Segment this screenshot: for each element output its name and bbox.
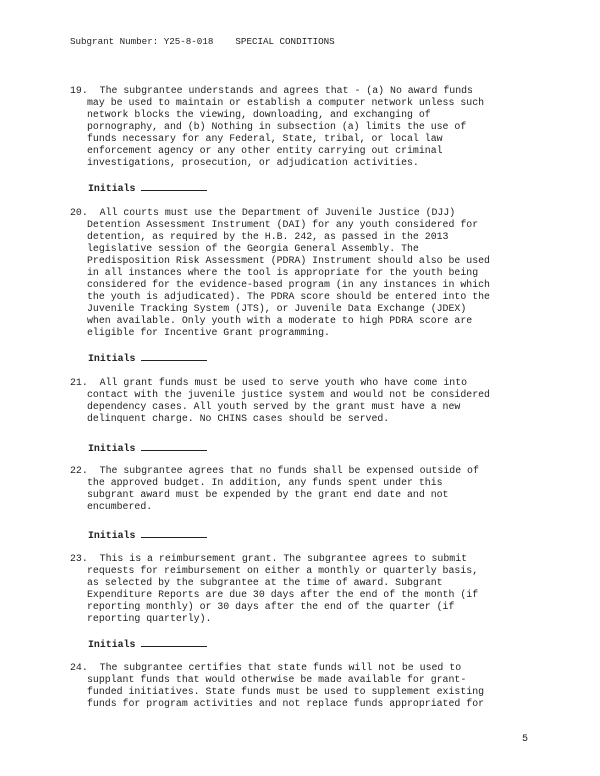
page-header	[70, 36, 335, 47]
condition-line: the youth is adjudicated). The PDRA score should be entered into the	[87, 291, 490, 302]
initials-label: Initials	[88, 353, 136, 364]
initials-field	[88, 351, 207, 364]
initials-label: Initials	[88, 443, 136, 454]
initials-signature-line[interactable]	[141, 351, 207, 361]
condition-line: dependency cases. All youth served by the grant must have a new	[87, 401, 461, 412]
condition-line: legislative session of the Georgia General Assembly. The	[87, 243, 419, 254]
initials-field	[88, 181, 207, 194]
initials-signature-line[interactable]	[141, 637, 207, 647]
condition-text: This is a reimbursement grant. The subgrantee agrees to submit	[99, 553, 468, 564]
condition-text: All courts must use the Department of Juvenile Justice (DJJ)	[99, 207, 456, 218]
condition-text: The subgrantee certifies that state funds will not be used to	[99, 662, 462, 673]
condition-line: considered for the evidence-based program (in any instances in which	[87, 279, 490, 290]
condition-line: detention, as required by the H.B. 242, as passed in the 2013	[87, 231, 449, 242]
condition-21	[70, 377, 540, 425]
condition-line: enforcement agency or any other entity carrying out criminal	[87, 145, 443, 156]
condition-number: 22.	[70, 465, 100, 476]
condition-line: supplant funds that would otherwise be made available for grant-	[87, 674, 467, 685]
condition-20	[70, 207, 540, 339]
condition-number: 21.	[70, 377, 100, 388]
condition-line: contact with the juvenile justice system and would not be considered	[87, 389, 490, 400]
condition-number: 20.	[70, 207, 100, 218]
condition-line: Predisposition Risk Assessment (PDRA) Instrument should also be used	[87, 255, 490, 266]
condition-line: funds necessary for any Federal, State, tribal, or local law	[87, 133, 443, 144]
condition-number: 24.	[70, 662, 100, 673]
condition-first-line	[70, 207, 540, 219]
condition-first-line	[70, 553, 540, 565]
condition-24	[70, 662, 540, 710]
condition-first-line	[70, 85, 540, 97]
condition-line: subgrant award must be expended by the grant end date and not	[87, 489, 449, 500]
initials-field	[88, 441, 207, 454]
initials-label: Initials	[88, 639, 136, 650]
condition-line: when available. Only youth with a moderate to high PDRA score are	[87, 315, 473, 326]
condition-line: reporting quarterly).	[87, 613, 212, 624]
condition-number: 23.	[70, 553, 100, 564]
initials-signature-line[interactable]	[141, 181, 207, 191]
condition-line: Juvenile Tracking System (JTS), or Juvenile Data Exchange (JDEX)	[87, 303, 467, 314]
condition-line: the approved budget. In addition, any funds spent under this	[87, 477, 443, 488]
condition-19	[70, 85, 540, 169]
condition-line: reporting monthly) or 30 days after the end of the quarter (if	[87, 601, 455, 612]
condition-line: funded initiatives. State funds must be used to supplement existing	[87, 686, 485, 697]
condition-line: Detention Assessment Instrument (DAI) for any youth considered for	[87, 219, 479, 230]
initials-label: Initials	[88, 183, 136, 194]
condition-first-line	[70, 662, 540, 674]
initials-signature-line[interactable]	[141, 441, 207, 451]
condition-line: eligible for Incentive Grant programming.	[87, 327, 330, 338]
condition-line: network blocks the viewing, downloading, and exchanging of	[87, 109, 431, 120]
condition-line: investigations, prosecution, or adjudication activities.	[87, 157, 419, 168]
page-number: 5	[522, 734, 529, 745]
condition-line: delinquent charge. No CHINS cases should be served.	[87, 413, 390, 424]
condition-line: may be used to maintain or establish a computer network unless such	[87, 97, 485, 108]
condition-23	[70, 553, 540, 625]
subgrant-number: Subgrant Number: Y25-8-018	[70, 36, 214, 47]
initials-field	[88, 637, 207, 650]
condition-22	[70, 465, 540, 513]
condition-line: requests for reimbursement on either a monthly or quarterly basis,	[87, 565, 479, 576]
condition-text: The subgrantee agrees that no funds shall be expensed outside of	[99, 465, 479, 476]
condition-first-line	[70, 465, 540, 477]
condition-line: as selected by the subgrantee at the time of award. Subgrant	[87, 577, 443, 588]
condition-line: Expenditure Reports are due 30 days after the end of the month (if	[87, 589, 479, 600]
condition-line: in all instances where the tool is appropriate for the youth being	[87, 267, 479, 278]
initials-field	[88, 528, 207, 541]
initials-signature-line[interactable]	[141, 528, 207, 538]
condition-line: encumbered.	[87, 501, 153, 512]
condition-line: funds for program activities and not replace funds appropriated for	[87, 698, 485, 709]
condition-line: pornography, and (b) Nothing in subsection (a) limits the use of	[87, 121, 467, 132]
initials-label: Initials	[88, 530, 136, 541]
condition-text: All grant funds must be used to serve youth who have come into	[99, 377, 468, 388]
condition-text: The subgrantee understands and agrees that - (a) No award funds	[99, 85, 473, 96]
condition-number: 19.	[70, 85, 100, 96]
section-title: SPECIAL CONDITIONS	[235, 36, 335, 47]
condition-first-line	[70, 377, 540, 389]
